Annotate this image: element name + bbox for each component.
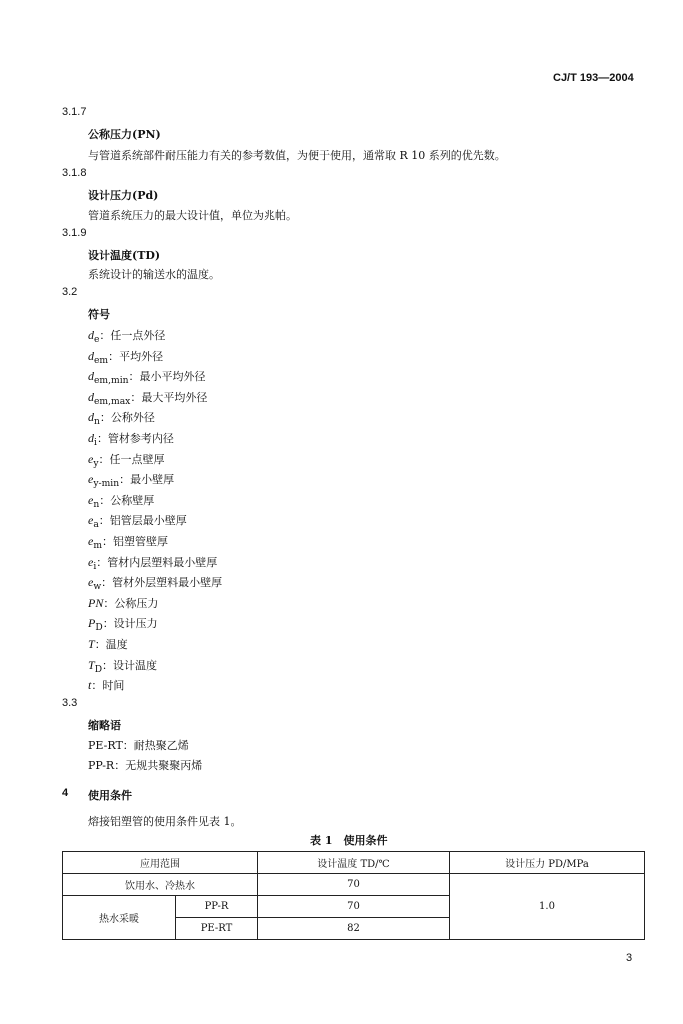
symbol-description: ：管材内层塑料最小壁厚 xyxy=(96,555,218,569)
clause-number-33: 3.3 xyxy=(62,697,78,709)
term-nominal-pressure: 公称压力(PN) xyxy=(88,128,161,141)
symbol-subscript: i xyxy=(94,437,97,449)
standard-code: CJ/T 193—2004 xyxy=(553,72,634,84)
symbol-description: ：时间 xyxy=(91,679,125,693)
usage-intro: 熔接铝塑管的使用条件见表 1。 xyxy=(88,815,242,828)
symbol-notation: e xyxy=(88,554,94,569)
symbol-subscript: m xyxy=(93,540,103,552)
symbol-notation: d xyxy=(88,389,94,404)
symbol-notation: T xyxy=(88,636,95,651)
term-design-temperature: 设计温度(TD) xyxy=(88,249,161,262)
symbol-description: ：设计温度 xyxy=(102,658,158,672)
symbol-item xyxy=(88,346,222,367)
symbol-item xyxy=(88,510,222,531)
symbol-subscript: D xyxy=(95,622,103,634)
symbol-subscript: a xyxy=(93,519,99,531)
cell-application-drinking-water: 饮用水、冷热水 xyxy=(63,874,258,896)
symbol-item xyxy=(88,387,222,408)
symbol-subscript: n xyxy=(94,416,100,428)
definition-nominal-pressure: 与管道系统部件耐压能力有关的参考数值，为便于使用，通常取 R 10 系列的优先数。 xyxy=(88,149,506,162)
symbol-item xyxy=(88,572,222,593)
table-caption: 表 1 使用条件 xyxy=(310,834,388,847)
symbol-item xyxy=(88,407,222,428)
symbol-item xyxy=(88,490,222,511)
cell-temperature: 82 xyxy=(258,918,450,940)
symbol-description: ：设计压力 xyxy=(102,617,158,631)
symbol-description: ：管材外层塑料最小壁厚 xyxy=(101,576,223,590)
cell-temperature: 70 xyxy=(258,874,450,896)
symbol-notation: e xyxy=(88,472,94,487)
abbreviation-pe-rt: PE-RT：耐热聚乙烯 xyxy=(88,739,189,752)
symbol-notation: e xyxy=(88,513,94,528)
symbol-subscript: D xyxy=(94,663,103,675)
clause-number-4: 4 xyxy=(62,787,69,799)
symbol-subscript: e xyxy=(94,334,100,346)
symbol-item xyxy=(88,449,222,470)
table-row xyxy=(63,874,645,896)
symbol-notation: PN xyxy=(88,595,104,610)
symbol-notation: e xyxy=(88,492,94,507)
symbol-subscript: em,min xyxy=(94,375,129,387)
symbol-description: ：任一点壁厚 xyxy=(98,452,165,466)
clause-number-317: 3.1.7 xyxy=(62,106,87,118)
symbol-item xyxy=(88,552,222,573)
symbol-item xyxy=(88,428,222,449)
symbol-description: ：最大平均外径 xyxy=(130,390,208,404)
symbol-description: ：公称外径 xyxy=(99,411,155,425)
symbol-notation: d xyxy=(88,369,94,384)
symbol-notation: d xyxy=(88,328,94,342)
symbol-notation: e xyxy=(88,451,94,466)
page-number: 3 xyxy=(626,952,633,964)
header-design-temperature: 设计温度 TD/℃ xyxy=(258,852,450,874)
symbol-item xyxy=(88,469,222,490)
definition-design-temperature: 系统设计的输送水的温度。 xyxy=(88,268,220,281)
cell-material-pe-rt: PE-RT xyxy=(176,918,258,940)
symbol-notation: e xyxy=(88,575,94,590)
cell-design-pressure: 1.0 xyxy=(450,874,645,940)
clause-number-32: 3.2 xyxy=(62,286,78,298)
symbol-subscript: i xyxy=(93,560,97,572)
abbreviation-pp-r: PP-R：无规共聚聚丙烯 xyxy=(88,759,203,772)
symbol-subscript: y xyxy=(93,457,99,469)
section-title-usage-conditions: 使用条件 xyxy=(88,789,132,802)
symbol-description: ：温度 xyxy=(94,637,128,651)
symbol-description: ：最小壁厚 xyxy=(119,473,175,487)
symbol-item xyxy=(88,531,222,552)
cell-hot-water-heating: 热水采暖 xyxy=(63,896,176,940)
symbol-description: ：管材参考内径 xyxy=(96,431,174,445)
symbol-notation: d xyxy=(88,410,94,425)
symbol-description: ：平均外径 xyxy=(108,349,164,363)
symbol-item xyxy=(88,325,222,346)
symbol-notation: t xyxy=(88,678,92,693)
symbol-subscript: w xyxy=(93,581,102,593)
symbol-notation: d xyxy=(88,348,94,363)
symbol-item xyxy=(88,675,222,696)
symbol-list xyxy=(88,325,222,696)
symbol-item xyxy=(88,366,222,387)
symbol-subscript: n xyxy=(93,498,100,510)
symbol-subscript: y-min xyxy=(93,478,120,490)
table-header-row xyxy=(63,852,645,874)
symbol-notation: T xyxy=(88,657,95,672)
symbol-item xyxy=(88,655,222,676)
header-design-pressure: 设计压力 PD/MPa xyxy=(450,852,645,874)
symbol-item xyxy=(88,634,222,655)
symbol-item xyxy=(88,593,222,614)
section-title-symbols: 符号 xyxy=(88,308,110,321)
symbol-notation: e xyxy=(88,533,94,548)
definition-design-pressure: 管道系统压力的最大设计值，单位为兆帕。 xyxy=(88,209,297,222)
cell-temperature: 70 xyxy=(258,896,450,918)
symbol-notation: P xyxy=(88,616,96,631)
symbol-description: ：铝管层最小壁厚 xyxy=(98,514,187,528)
symbol-notation: d xyxy=(88,430,94,445)
symbol-description: ：公称壁厚 xyxy=(99,493,155,507)
usage-conditions-table xyxy=(62,851,645,940)
symbol-description: ：任一点外径 xyxy=(99,329,166,342)
symbol-description: ：最小平均外径 xyxy=(128,370,206,384)
symbol-subscript: em xyxy=(94,354,109,366)
clause-number-319: 3.1.9 xyxy=(62,227,87,239)
term-design-pressure: 设计压力(Pd) xyxy=(88,189,159,202)
clause-number-318: 3.1.8 xyxy=(62,167,87,179)
cell-material-pp-r: PP-R xyxy=(176,896,258,918)
symbol-description: ：铝塑管壁厚 xyxy=(102,534,169,548)
symbol-item xyxy=(88,613,222,634)
header-application: 应用范围 xyxy=(63,852,258,874)
symbol-subscript: em,max xyxy=(94,395,131,407)
symbol-description: ：公称压力 xyxy=(103,596,159,610)
section-title-abbreviations: 缩略语 xyxy=(88,719,121,732)
